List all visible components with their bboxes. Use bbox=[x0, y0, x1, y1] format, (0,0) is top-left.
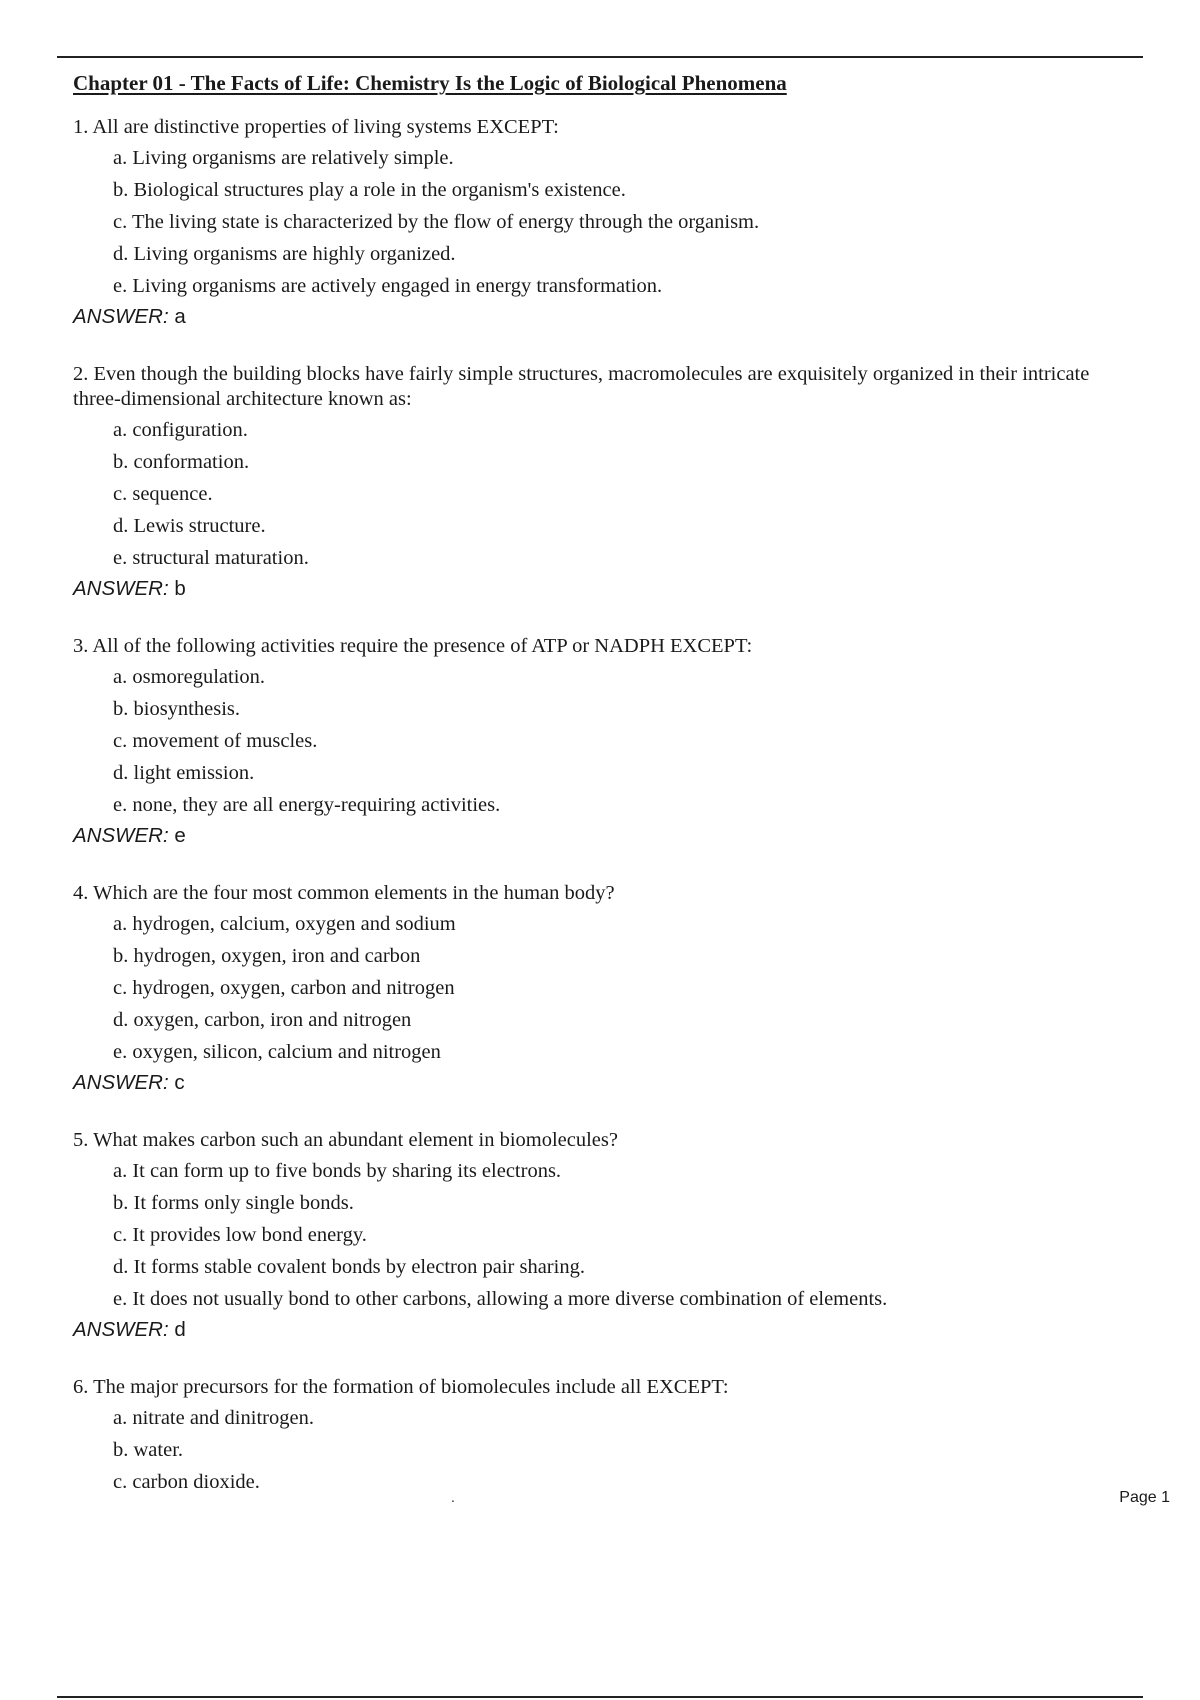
option-list bbox=[73, 414, 1118, 574]
option-c: c. It provides low bond energy. bbox=[113, 1224, 367, 1246]
option-c: c. movement of muscles. bbox=[113, 730, 318, 752]
option-e: e. It does not usually bond to other carbons, allowing a more diverse combination of elements. bbox=[113, 1288, 888, 1310]
answer-line bbox=[73, 1315, 1118, 1345]
option-list bbox=[73, 1402, 1118, 1498]
option-e: e. none, they are all energy-requiring activities. bbox=[113, 794, 501, 816]
option-d: d. Lewis structure. bbox=[113, 515, 266, 537]
option-d: d. It forms stable covalent bonds by electron pair sharing. bbox=[113, 1256, 585, 1278]
option-e: e. Living organisms are actively engaged in energy transformation. bbox=[113, 275, 663, 297]
page-number: Page 1 bbox=[1119, 1489, 1170, 1506]
question-1 bbox=[73, 115, 1118, 332]
footer-dot: . bbox=[451, 1489, 455, 1505]
option-list bbox=[73, 142, 1118, 302]
page-content bbox=[73, 70, 1118, 1528]
option-e: e. structural maturation. bbox=[113, 547, 309, 569]
option-e: e. oxygen, silicon, calcium and nitrogen bbox=[113, 1041, 441, 1063]
option-c: c. The living state is characterized by the flow of energy through the organism. bbox=[113, 211, 760, 233]
option-a: a. Living organisms are relatively simple. bbox=[113, 147, 454, 169]
question-stem: 5. What makes carbon such an abundant element in biomolecules? bbox=[73, 1129, 618, 1151]
option-b: b. It forms only single bonds. bbox=[113, 1192, 354, 1214]
answer-value: e bbox=[174, 824, 186, 847]
answer-value: c bbox=[174, 1071, 185, 1094]
question-stem: 1. All are distinctive properties of living systems EXCEPT: bbox=[73, 116, 559, 138]
option-c: c. sequence. bbox=[113, 483, 213, 505]
answer-value: a bbox=[174, 305, 186, 328]
option-list bbox=[73, 661, 1118, 821]
answer-value: d bbox=[174, 1318, 186, 1341]
question-5 bbox=[73, 1128, 1118, 1345]
option-a: a. nitrate and dinitrogen. bbox=[113, 1407, 314, 1429]
option-d: d. light emission. bbox=[113, 762, 255, 784]
option-list bbox=[73, 1155, 1118, 1315]
question-2 bbox=[73, 362, 1118, 604]
answer-label: ANSWER: bbox=[73, 1318, 169, 1341]
question-stem: 4. Which are the four most common elements in the human body? bbox=[73, 882, 615, 904]
page-footer bbox=[0, 1489, 1200, 1509]
option-a: a. It can form up to five bonds by sharing its electrons. bbox=[113, 1160, 562, 1182]
option-list bbox=[73, 908, 1118, 1068]
question-stem: 2. Even though the building blocks have fairly simple structures, macromolecules are exquisitely organized in their intricate three-dimensional architecture known as: bbox=[73, 363, 1090, 410]
answer-label: ANSWER: bbox=[73, 577, 169, 600]
option-b: b. water. bbox=[113, 1439, 184, 1461]
option-b: b. hydrogen, oxygen, iron and carbon bbox=[113, 945, 421, 967]
top-rule bbox=[57, 56, 1143, 58]
question-stem: 6. The major precursors for the formation of biomolecules include all EXCEPT: bbox=[73, 1376, 729, 1398]
answer-line bbox=[73, 821, 1118, 851]
answer-label: ANSWER: bbox=[73, 824, 169, 847]
answer-label: ANSWER: bbox=[73, 305, 169, 328]
answer-line bbox=[73, 302, 1118, 332]
option-c: c. hydrogen, oxygen, carbon and nitrogen bbox=[113, 977, 455, 999]
option-a: a. hydrogen, calcium, oxygen and sodium bbox=[113, 913, 456, 935]
chapter-title: Chapter 01 - The Facts of Life: Chemistry Is the Logic of Biological Phenomena bbox=[73, 71, 787, 95]
answer-line bbox=[73, 574, 1118, 604]
bottom-rule bbox=[57, 1696, 1143, 1698]
answer-line bbox=[73, 1068, 1118, 1098]
question-3 bbox=[73, 634, 1118, 851]
answer-label: ANSWER: bbox=[73, 1071, 169, 1094]
option-b: b. Biological structures play a role in the organism's existence. bbox=[113, 179, 626, 201]
answer-value: b bbox=[174, 577, 186, 600]
question-stem: 3. All of the following activities require the presence of ATP or NADPH EXCEPT: bbox=[73, 635, 753, 657]
option-b: b. biosynthesis. bbox=[113, 698, 240, 720]
question-4 bbox=[73, 881, 1118, 1098]
option-d: d. Living organisms are highly organized. bbox=[113, 243, 456, 265]
option-a: a. configuration. bbox=[113, 419, 248, 441]
option-c: c. carbon dioxide. bbox=[113, 1471, 260, 1493]
option-b: b. conformation. bbox=[113, 451, 250, 473]
option-d: d. oxygen, carbon, iron and nitrogen bbox=[113, 1009, 412, 1031]
question-6 bbox=[73, 1375, 1118, 1498]
option-a: a. osmoregulation. bbox=[113, 666, 266, 688]
